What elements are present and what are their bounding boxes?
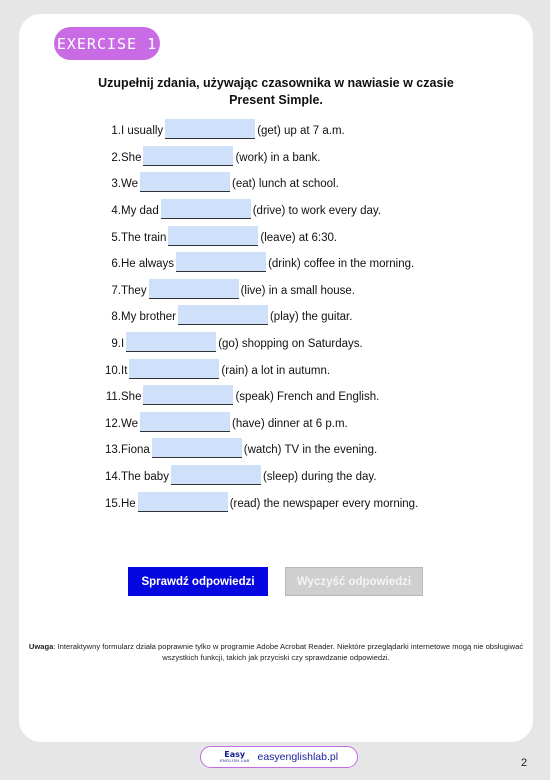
answer-field-4[interactable] — [161, 199, 251, 219]
answer-field-13[interactable] — [152, 438, 242, 458]
answer-field-12[interactable] — [140, 412, 230, 432]
sentence-start: The baby — [121, 471, 169, 484]
sentence-start: I — [121, 338, 125, 351]
sentence-row — [91, 224, 511, 251]
page-number: 2 — [521, 757, 528, 769]
sentence-end: (play) the guitar. — [269, 311, 353, 324]
sentence-end: (work) in a bank. — [235, 151, 321, 164]
answer-field-15[interactable] — [138, 492, 228, 512]
answer-field-7[interactable] — [149, 279, 239, 299]
sentence-start: He always — [121, 258, 175, 271]
sentence-row — [91, 171, 511, 198]
logo-wordmark: Easy — [224, 750, 246, 759]
instructions — [59, 75, 493, 109]
answer-field-10[interactable] — [129, 359, 219, 379]
sentence-number: 12. — [105, 417, 121, 430]
sentence-start: My dad — [121, 205, 159, 218]
sentence-end: (rain) a lot in autumn. — [221, 364, 331, 377]
answer-field-5[interactable] — [168, 226, 258, 246]
sentence-number: 5. — [111, 231, 121, 244]
sentence-row — [91, 331, 511, 358]
sentence-row — [91, 490, 511, 517]
sentence-end: (eat) lunch at school. — [232, 178, 339, 191]
answer-field-6[interactable] — [176, 252, 266, 272]
sentence-start: It — [121, 364, 128, 377]
answer-field-14[interactable] — [171, 465, 261, 485]
sentence-start: Fiona — [121, 444, 150, 457]
sentence-start: She — [121, 151, 142, 164]
instructions-line-2: Present Simple. — [229, 93, 323, 107]
sentence-number: 7. — [111, 284, 121, 297]
sentence-row — [91, 251, 511, 278]
exercise-badge: EXERCISE 1 — [54, 27, 160, 60]
sentence-start: They — [121, 284, 147, 297]
sentence-end: (drink) coffee in the morning. — [268, 258, 415, 271]
sentence-end: (get) up at 7 a.m. — [257, 125, 345, 138]
sentence-row — [91, 384, 511, 411]
sentence-row — [91, 198, 511, 225]
website-url[interactable]: easyenglishlab.pl — [257, 751, 339, 763]
worksheet-card — [19, 14, 533, 742]
answer-field-11[interactable] — [143, 385, 233, 405]
easy-english-lab-logo — [220, 751, 250, 763]
sentence-number: 10. — [105, 364, 121, 377]
usage-note — [27, 641, 525, 663]
check-answers-button[interactable]: Sprawdź odpowiedzi — [128, 567, 268, 596]
sentence-start: My brother — [121, 311, 176, 324]
sentence-end: (go) shopping on Saturdays. — [218, 338, 363, 351]
sentence-number: 6. — [111, 258, 121, 271]
sentence-number: 2. — [111, 151, 121, 164]
note-label: Uwaga — [28, 642, 54, 651]
sentence-number: 14. — [105, 471, 121, 484]
sentence-start: I usually — [121, 125, 164, 138]
sentence-end: (watch) TV in the evening. — [243, 444, 378, 457]
sentence-end: (live) in a small house. — [240, 284, 355, 297]
sentence-end: (have) dinner at 6 p.m. — [232, 417, 348, 430]
sentence-number: 15. — [105, 497, 121, 510]
sentence-end: (leave) at 6:30. — [260, 231, 338, 244]
sentence-list — [91, 118, 511, 517]
sentence-number: 4. — [111, 205, 121, 218]
sentence-row — [91, 411, 511, 438]
sentence-start: We — [121, 178, 139, 191]
sentence-number: 13. — [105, 444, 121, 457]
answer-field-1[interactable] — [165, 119, 255, 139]
sentence-row — [91, 118, 511, 145]
sentence-row — [91, 278, 511, 305]
sentence-number: 1. — [111, 125, 121, 138]
sentence-number: 3. — [111, 178, 121, 191]
sentence-number: 8. — [111, 311, 121, 324]
note-text: : Interaktywny formularz działa poprawnie tylko w programie Adobe Acrobat Reader. Niektóre przeglądarki internetowe mogą nie obsługiwać wszystkich funkcji, takich jak przyciski czy sprawdzanie odpowiedzi. — [53, 642, 524, 662]
sentence-end: (speak) French and English. — [235, 391, 380, 404]
clear-answers-button[interactable]: Wyczyść odpowiedzi — [285, 567, 423, 596]
sentence-end: (sleep) during the day. — [262, 471, 377, 484]
sentence-number: 11. — [105, 391, 121, 404]
answer-field-3[interactable] — [140, 172, 230, 192]
sentence-row — [91, 437, 511, 464]
sentence-row — [91, 145, 511, 172]
answer-field-2[interactable] — [143, 146, 233, 166]
sentence-start: She — [121, 391, 142, 404]
answer-field-8[interactable] — [178, 305, 268, 325]
sentence-number: 9. — [111, 338, 121, 351]
sentence-start: The train — [121, 231, 167, 244]
sentence-start: He — [121, 497, 136, 510]
sentence-start: We — [121, 417, 139, 430]
footer-link[interactable] — [200, 746, 358, 768]
sentence-end: (drive) to work every day. — [252, 205, 381, 218]
sentence-row — [91, 464, 511, 491]
sentence-row — [91, 357, 511, 384]
answer-field-9[interactable] — [126, 332, 216, 352]
sentence-end: (read) the newspaper every morning. — [229, 497, 419, 510]
instructions-line-1: Uzupełnij zdania, używając czasownika w nawiasie w czasie — [98, 76, 454, 90]
sentence-row — [91, 304, 511, 331]
logo-subtitle: ENGLISH LAB — [219, 758, 250, 763]
